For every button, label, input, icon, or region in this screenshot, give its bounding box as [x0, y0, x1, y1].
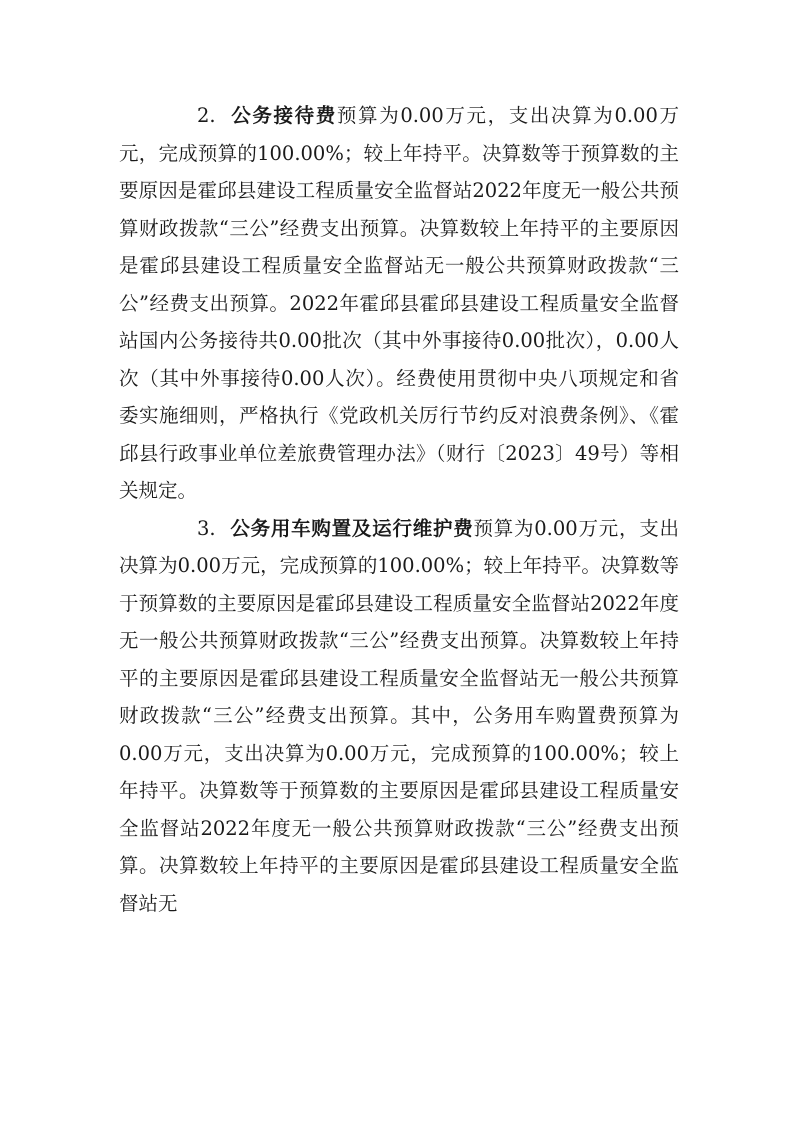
paragraph-body: 预算为0.00万元，支出决算为0.00万元，完成预算的100.00%；较上年持平。决算数等于预算数的主要原因是霍邱县建设工程质量安全监督站2022年度无一般公共预算财政拨款“三公”经费支出预算。决算数较上年持平的主要原因是霍邱县建设工程质量安全监督站无一般公共预算财政拨款“三公”经费支出预算。2022年霍邱县霍邱县建设工程质量安全监督站国内公务接待共0.00批次（其中外事接待0.00批次），0.00人次（其中外事接待0.00人次）。经费使用贯彻中央八项规定和省委实施细则，严格执行《党政机关厉行节约反对浪费条例》、《霍邱县行政事业单位差旅费管理办法》（财行〔2023〕49号）等相关规定。	[119, 104, 679, 502]
paragraph-body: 预算为0.00万元，支出决算为0.00万元，完成预算的100.00%；较上年持平。决算数等于预算数的主要原因是霍邱县建设工程质量安全监督站2022年度无一般公共预算财政拨款“三公”经费支出预算。决算数较上年持平的主要原因是霍邱县建设工程质量安全监督站无一般公共预算财政拨款“三公”经费支出预算。其中，公务用车购置费预算为0.00万元，支出决算为0.00万元，完成预算的100.00%；较上年持平。决算数等于预算数的主要原因是霍邱县建设工程质量安全监督站2022年度无一般公共预算财政拨款“三公”经费支出预算。决算数较上年持平的主要原因是霍邱县建设工程质量安全监督站无	[119, 516, 679, 915]
paragraph-official-reception	[119, 97, 679, 510]
paragraph-number: 3.	[197, 516, 216, 540]
paragraph-heading: 公务接待费	[229, 104, 337, 127]
paragraph-number: 2.	[197, 104, 216, 127]
document-body	[119, 97, 679, 922]
paragraph-official-vehicles	[119, 510, 679, 923]
paragraph-heading: 公务用车购置及运行维护费	[229, 516, 474, 540]
